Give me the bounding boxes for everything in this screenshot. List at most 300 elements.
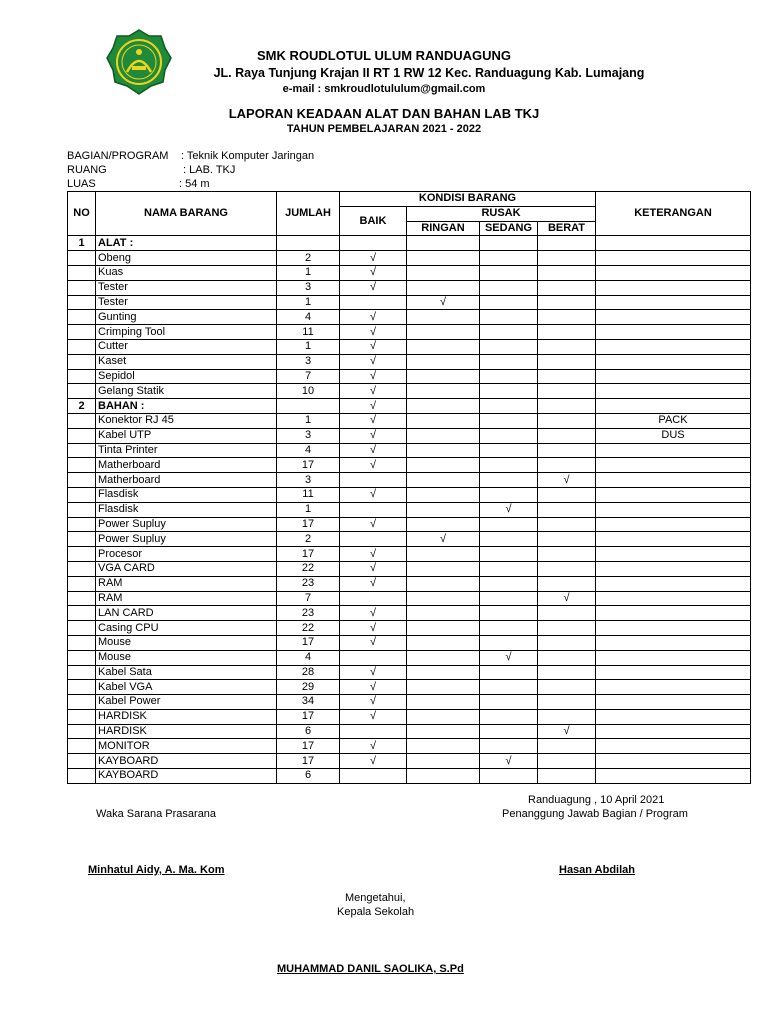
table-row: [68, 280, 751, 295]
table-row: [68, 547, 751, 562]
cell-baik: √: [340, 635, 407, 650]
cell-ringan: [407, 665, 480, 680]
cell-no: [68, 487, 96, 502]
cell-qty: 2: [277, 251, 340, 266]
cell-ringan: [407, 754, 480, 769]
header-rusak: RUSAK: [407, 206, 596, 221]
cell-berat: [538, 695, 596, 710]
cell-sedang: [480, 709, 538, 724]
table-row: [68, 724, 751, 739]
cell-baik: √: [340, 280, 407, 295]
table-row: [68, 339, 751, 354]
table-row: [68, 502, 751, 517]
cell-baik: [340, 532, 407, 547]
cell-ringan: [407, 236, 480, 251]
cell-no: [68, 561, 96, 576]
cell-name: Matherboard: [96, 458, 277, 473]
table-row: [68, 310, 751, 325]
cell-ringan: √: [407, 295, 480, 310]
cell-no: [68, 473, 96, 488]
section-row: [68, 399, 751, 414]
cell-name: Matherboard: [96, 473, 277, 488]
cell-ket: [596, 399, 751, 414]
cell-name: Mouse: [96, 635, 277, 650]
cell-sedang: [480, 295, 538, 310]
cell-ringan: [407, 265, 480, 280]
table-row: [68, 458, 751, 473]
cell-ket: [596, 325, 751, 340]
cell-name: Tester: [96, 295, 277, 310]
cell-sedang: [480, 769, 538, 784]
school-name: SMK ROUDLOTUL ULUM RANDUAGUNG: [257, 48, 511, 63]
cell-ringan: [407, 517, 480, 532]
cell-ringan: [407, 680, 480, 695]
cell-sedang: [480, 621, 538, 636]
cell-ringan: [407, 428, 480, 443]
cell-ket: [596, 754, 751, 769]
meta-bagian-label: BAGIAN/PROGRAM: [67, 150, 169, 162]
cell-ket: [596, 739, 751, 754]
cell-ringan: [407, 769, 480, 784]
cell-baik: √: [340, 754, 407, 769]
cell-name: Tinta Printer: [96, 443, 277, 458]
cell-name: KAYBOARD: [96, 754, 277, 769]
cell-ringan: [407, 650, 480, 665]
cell-ket: [596, 517, 751, 532]
cell-berat: [538, 236, 596, 251]
meta-bagian: [67, 150, 367, 164]
table-row: [68, 265, 751, 280]
table-row: [68, 428, 751, 443]
cell-ket: [596, 561, 751, 576]
cell-berat: [538, 547, 596, 562]
cell-no: 1: [68, 236, 96, 251]
table-row: [68, 487, 751, 502]
table-row: [68, 576, 751, 591]
table-row: [68, 413, 751, 428]
cell-no: [68, 265, 96, 280]
principal-name: MUHAMMAD DANIL SAOLIKA, S.Pd: [277, 963, 464, 975]
cell-berat: [538, 384, 596, 399]
table-row: [68, 650, 751, 665]
cell-qty: 4: [277, 650, 340, 665]
cell-berat: [538, 295, 596, 310]
cell-ringan: [407, 443, 480, 458]
cell-no: 2: [68, 399, 96, 414]
cell-baik: √: [340, 739, 407, 754]
cell-qty: [277, 236, 340, 251]
cell-no: [68, 591, 96, 606]
cell-name: RAM: [96, 591, 277, 606]
cell-sedang: [480, 576, 538, 591]
cell-no: [68, 369, 96, 384]
cell-no: [68, 532, 96, 547]
cell-baik: √: [340, 413, 407, 428]
cell-qty: 2: [277, 532, 340, 547]
cell-sedang: [480, 325, 538, 340]
cell-sedang: [480, 695, 538, 710]
cell-no: [68, 754, 96, 769]
table-row: [68, 561, 751, 576]
cell-berat: [538, 413, 596, 428]
cell-no: [68, 606, 96, 621]
cell-qty: 23: [277, 576, 340, 591]
cell-baik: √: [340, 458, 407, 473]
cell-name: HARDISK: [96, 724, 277, 739]
cell-berat: √: [538, 473, 596, 488]
cell-baik: √: [340, 443, 407, 458]
cell-qty: 7: [277, 591, 340, 606]
cell-ket: [596, 473, 751, 488]
table-row: [68, 591, 751, 606]
cell-berat: [538, 265, 596, 280]
cell-name: LAN CARD: [96, 606, 277, 621]
cell-berat: [538, 606, 596, 621]
cell-name: Kaset: [96, 354, 277, 369]
cell-berat: [538, 635, 596, 650]
cell-ringan: [407, 591, 480, 606]
cell-name: Kabel VGA: [96, 680, 277, 695]
cell-sedang: [480, 517, 538, 532]
cell-baik: √: [340, 680, 407, 695]
cell-sedang: [480, 428, 538, 443]
cell-no: [68, 280, 96, 295]
cell-baik: √: [340, 325, 407, 340]
cell-no: [68, 724, 96, 739]
cell-name: Kabel Power: [96, 695, 277, 710]
cell-name: Mouse: [96, 650, 277, 665]
cell-sedang: [480, 251, 538, 266]
cell-qty: 17: [277, 517, 340, 532]
cell-qty: 1: [277, 265, 340, 280]
cell-ket: [596, 547, 751, 562]
cell-qty: 3: [277, 428, 340, 443]
cell-ket: DUS: [596, 428, 751, 443]
cell-ringan: [407, 384, 480, 399]
cell-sedang: [480, 591, 538, 606]
cell-ringan: [407, 547, 480, 562]
cell-no: [68, 428, 96, 443]
cell-berat: [538, 621, 596, 636]
header-ringan: RINGAN: [407, 221, 480, 236]
school-email: e-mail : smkroudlotululum@gmail.com: [282, 83, 486, 95]
cell-berat: [538, 339, 596, 354]
cell-name: Casing CPU: [96, 621, 277, 636]
cell-qty: 1: [277, 502, 340, 517]
cell-qty: 17: [277, 709, 340, 724]
cell-berat: [538, 739, 596, 754]
cell-ket: PACK: [596, 413, 751, 428]
cell-ringan: [407, 561, 480, 576]
cell-baik: √: [340, 517, 407, 532]
cell-name: Power Supluy: [96, 532, 277, 547]
cell-baik: √: [340, 428, 407, 443]
cell-berat: [538, 532, 596, 547]
table-row: [68, 769, 751, 784]
cell-qty: 34: [277, 695, 340, 710]
cell-ket: [596, 295, 751, 310]
cell-berat: √: [538, 724, 596, 739]
cell-berat: [538, 769, 596, 784]
inventory-table: [67, 191, 751, 784]
left-signatory-role: Waka Sarana Prasarana: [96, 808, 217, 820]
cell-no: [68, 665, 96, 680]
cell-berat: [538, 709, 596, 724]
cell-name: Gunting: [96, 310, 277, 325]
cell-name: VGA CARD: [96, 561, 277, 576]
header-jumlah: JUMLAH: [277, 192, 340, 236]
cell-no: [68, 576, 96, 591]
cell-baik: [340, 236, 407, 251]
cell-baik: √: [340, 487, 407, 502]
cell-baik: √: [340, 265, 407, 280]
cell-qty: 17: [277, 547, 340, 562]
cell-berat: [538, 428, 596, 443]
table-row: [68, 680, 751, 695]
cell-ringan: [407, 369, 480, 384]
cell-ket: [596, 384, 751, 399]
cell-ket: [596, 769, 751, 784]
cell-qty: 6: [277, 769, 340, 784]
cell-ringan: [407, 576, 480, 591]
meta-luas-label: LUAS: [67, 178, 96, 190]
cell-qty: 3: [277, 473, 340, 488]
cell-no: [68, 339, 96, 354]
table-header: [68, 192, 751, 236]
cell-sedang: √: [480, 754, 538, 769]
cell-ket: [596, 576, 751, 591]
cell-baik: √: [340, 354, 407, 369]
cell-qty: 17: [277, 458, 340, 473]
cell-berat: [538, 576, 596, 591]
cell-berat: [538, 325, 596, 340]
table-row: [68, 325, 751, 340]
cell-qty: 17: [277, 635, 340, 650]
cell-ket: [596, 621, 751, 636]
cell-sedang: [480, 413, 538, 428]
cell-no: [68, 502, 96, 517]
cell-name: Flasdisk: [96, 487, 277, 502]
cell-ringan: [407, 487, 480, 502]
cell-no: [68, 739, 96, 754]
cell-qty: 23: [277, 606, 340, 621]
cell-ringan: [407, 251, 480, 266]
cell-sedang: [480, 473, 538, 488]
cell-berat: [538, 458, 596, 473]
principal-role: Kepala Sekolah: [337, 906, 415, 918]
cell-sedang: [480, 354, 538, 369]
cell-ringan: [407, 339, 480, 354]
table-row: [68, 532, 751, 547]
cell-ringan: [407, 473, 480, 488]
cell-qty: 1: [277, 295, 340, 310]
cell-baik: √: [340, 665, 407, 680]
cell-qty: 4: [277, 310, 340, 325]
meta-ruang: [67, 164, 367, 178]
right-signatory-name: Hasan Abdilah: [559, 864, 635, 876]
cell-name: Flasdisk: [96, 502, 277, 517]
cell-name: BAHAN :: [96, 399, 277, 414]
cell-name: Cutter: [96, 339, 277, 354]
cell-baik: √: [340, 399, 407, 414]
cell-qty: 28: [277, 665, 340, 680]
cell-berat: [538, 517, 596, 532]
cell-ringan: [407, 724, 480, 739]
cell-qty: 6: [277, 724, 340, 739]
cell-qty: 22: [277, 561, 340, 576]
header-baik: BAIK: [340, 206, 407, 236]
cell-baik: [340, 724, 407, 739]
cell-baik: [340, 650, 407, 665]
cell-sedang: [480, 458, 538, 473]
cell-qty: 22: [277, 621, 340, 636]
cell-baik: [340, 473, 407, 488]
cell-no: [68, 413, 96, 428]
cell-qty: 7: [277, 369, 340, 384]
cell-name: MONITOR: [96, 739, 277, 754]
cell-baik: √: [340, 547, 407, 562]
cell-sedang: [480, 739, 538, 754]
cell-no: [68, 650, 96, 665]
meta-ruang-label: RUANG: [67, 164, 107, 176]
table-row: [68, 606, 751, 621]
cell-sedang: [480, 369, 538, 384]
cell-ket: [596, 606, 751, 621]
header-keterangan: KETERANGAN: [596, 192, 751, 236]
cell-baik: √: [340, 310, 407, 325]
cell-berat: [538, 680, 596, 695]
cell-ringan: [407, 695, 480, 710]
cell-ringan: [407, 621, 480, 636]
header-no: NO: [68, 192, 96, 236]
cell-ket: [596, 310, 751, 325]
cell-name: Konektor RJ 45: [96, 413, 277, 428]
cell-berat: [538, 369, 596, 384]
cell-sedang: [480, 310, 538, 325]
right-signatory-role: Penanggung Jawab Bagian / Program: [502, 808, 688, 820]
school-year: TAHUN PEMBELAJARAN 2021 - 2022: [286, 123, 482, 135]
header-sedang: SEDANG: [480, 221, 538, 236]
cell-ket: [596, 265, 751, 280]
table-row: [68, 665, 751, 680]
cell-baik: √: [340, 339, 407, 354]
cell-sedang: [480, 724, 538, 739]
cell-ket: [596, 695, 751, 710]
cell-name: HARDISK: [96, 709, 277, 724]
school-address: JL. Raya Tunjung Krajan II RT 1 RW 12 Kec. Randuagung Kab. Lumajang: [213, 66, 645, 80]
cell-ket: [596, 458, 751, 473]
cell-no: [68, 251, 96, 266]
cell-sedang: [480, 487, 538, 502]
cell-name: ALAT :: [96, 236, 277, 251]
cell-ringan: [407, 502, 480, 517]
cell-ringan: [407, 354, 480, 369]
cell-baik: √: [340, 621, 407, 636]
cell-no: [68, 384, 96, 399]
cell-baik: √: [340, 709, 407, 724]
cell-berat: [538, 487, 596, 502]
cell-no: [68, 310, 96, 325]
table-row: [68, 384, 751, 399]
cell-sedang: [480, 339, 538, 354]
cell-baik: √: [340, 384, 407, 399]
table-body: [68, 236, 751, 783]
cell-ringan: [407, 458, 480, 473]
cell-no: [68, 354, 96, 369]
table-row: [68, 369, 751, 384]
cell-name: Obeng: [96, 251, 277, 266]
cell-qty: [277, 399, 340, 414]
cell-baik: √: [340, 251, 407, 266]
cell-name: Kabel UTP: [96, 428, 277, 443]
cell-no: [68, 621, 96, 636]
table-row: [68, 251, 751, 266]
cell-sedang: [480, 665, 538, 680]
cell-ringan: [407, 606, 480, 621]
meta-bagian-value: : Teknik Komputer Jaringan: [181, 150, 315, 162]
cell-name: Kabel Sata: [96, 665, 277, 680]
cell-baik: √: [340, 695, 407, 710]
section-row: [68, 236, 751, 251]
cell-ket: [596, 680, 751, 695]
cell-no: [68, 443, 96, 458]
table-row: [68, 695, 751, 710]
meta-ruang-value: : LAB. TKJ: [183, 164, 236, 176]
cell-ket: [596, 443, 751, 458]
cell-ket: [596, 354, 751, 369]
cell-name: Tester: [96, 280, 277, 295]
cell-name: Gelang Statik: [96, 384, 277, 399]
cell-qty: 1: [277, 339, 340, 354]
cell-berat: [538, 650, 596, 665]
cell-no: [68, 295, 96, 310]
cell-sedang: [480, 532, 538, 547]
cell-qty: 11: [277, 487, 340, 502]
cell-name: Crimping Tool: [96, 325, 277, 340]
cell-sedang: [480, 384, 538, 399]
cell-name: Power Supluy: [96, 517, 277, 532]
cell-no: [68, 709, 96, 724]
cell-berat: [538, 665, 596, 680]
cell-name: Kuas: [96, 265, 277, 280]
cell-sedang: [480, 561, 538, 576]
cell-berat: [538, 443, 596, 458]
cell-ket: [596, 591, 751, 606]
table-row: [68, 754, 751, 769]
cell-ket: [596, 709, 751, 724]
cell-sedang: [480, 443, 538, 458]
cell-sedang: [480, 265, 538, 280]
table-row: [68, 739, 751, 754]
cell-qty: 17: [277, 754, 340, 769]
table-row: [68, 709, 751, 724]
table-row: [68, 635, 751, 650]
cell-sedang: [480, 547, 538, 562]
cell-ringan: [407, 280, 480, 295]
cell-ringan: [407, 635, 480, 650]
cell-baik: [340, 769, 407, 784]
cell-no: [68, 547, 96, 562]
cell-no: [68, 325, 96, 340]
cell-no: [68, 517, 96, 532]
cell-berat: [538, 502, 596, 517]
table-row: [68, 443, 751, 458]
cell-no: [68, 635, 96, 650]
cell-ket: [596, 487, 751, 502]
cell-no: [68, 680, 96, 695]
cell-ket: [596, 635, 751, 650]
cell-qty: 1: [277, 413, 340, 428]
